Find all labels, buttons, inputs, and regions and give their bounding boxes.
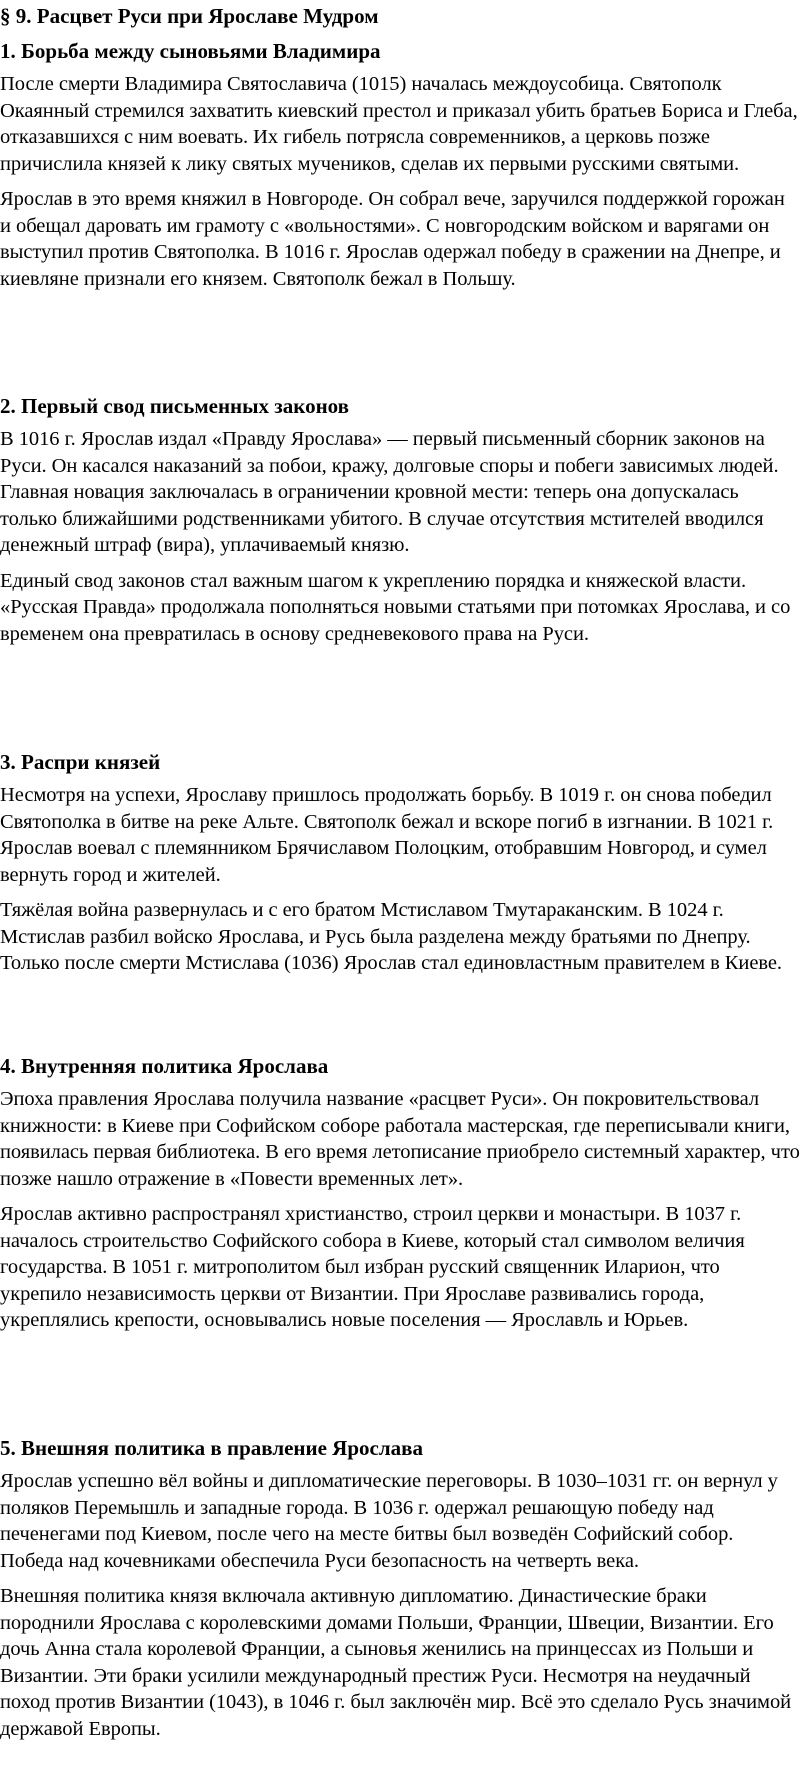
paragraph: Тяжёлая война развернулась и с его братом Мстиславом Тмутараканским. В 1024 г. Мстислав разбил войско Ярослава, и Русь была разделена между братьями по Днепру. Только после смерти Мстислава (1036) Ярослав стал единовластным правителем в Киеве. (0, 899, 782, 974)
paragraph: Внешняя политика князя включала активную дипломатию. Династические браки породнили Ярослава с королевскими домами Польши, Франции, Швеции, Византии. Его дочь Анна стала королевой Франции, а сыновья женились на принцессах из Польши и Византии. Эти браки усилили международный престиж Руси. Несмотря на неудачный поход против Византии (1043), в 1046 г. был заключён мир. Всё это сделало Русь значимой державой Европы. (0, 1585, 792, 1740)
paragraph: Ярослав в это время княжил в Новгороде. Он собрал вече, заручился поддержкой горожан и обещал даровать им грамоту с «вольностями». С новгородским войском и варягами он выступил против Святополка. В 1016 г. Ярослав одержал победу в сражении на Днепре, и киевляне признали его князем. Святополк бежал в Польшу. (0, 188, 785, 290)
section-5 (0, 1434, 800, 1742)
section-heading: 2. Первый свод письменных законов (0, 394, 349, 418)
paragraph: Ярослав успешно вёл войны и дипломатические переговоры. В 1030–1031 гг. он вернул у поляков Перемышль и западные города. В 1036 г. одержал решающую победу над печенегами под Киевом, после чего на месте битвы был возведён Софийский собор. Победа над кочевниками обеспечила Руси безопасность на четверть века. (0, 1470, 778, 1572)
section-2 (0, 392, 800, 647)
paragraph: Ярослав активно распространял христианство, строил церкви и монастыри. В 1037 г. началось строительство Софийского собора в Киеве, который стал символом величия государства. В 1051 г. митрополитом был избран русский священник Иларион, что укрепило независимость церкви от Византии. При Ярославе развивались города, укреплялись крепости, основывались новые поселения — Ярославль и Юрьев. (0, 1203, 745, 1331)
paragraph: После смерти Владимира Святославича (1015) началась междоусобица. Святополк Окаянный стремился захватить киевский престол и приказал убить братьев Бориса и Глеба, отказавшихся с ним воевать. Их гибель потрясла современников, а церковь позже причислила князей к лику святых мучеников, сделав их первыми русскими святыми. (0, 73, 798, 175)
paragraph: Эпоха правления Ярослава получила название «расцвет Руси». Он покровительствовал книжности: в Киеве при Софийском соборе работала мастерская, где переписывали книги, появилась первая библиотека. В его время летописание приобрело системный характер, что позже нашло отражение в «Повести временных лет». (0, 1088, 800, 1190)
section-heading: 5. Внешняя политика в правление Ярослава (0, 1436, 423, 1460)
paragraph: Единый свод законов стал важным шагом к укреплению порядка и княжеской власти. «Русская Правда» продолжала пополняться новыми статьями при потомках Ярослава, и со временем она превратилась в основу средневекового права на Руси. (0, 569, 791, 645)
section-1 (0, 37, 800, 292)
section-3 (0, 748, 800, 977)
section-4 (0, 1052, 800, 1334)
section-heading: 4. Внутренняя политика Ярослава (0, 1054, 329, 1078)
page-title: § 9. Расцвет Руси при Ярославе Мудром (0, 4, 379, 28)
paragraph: Несмотря на успехи, Ярославу пришлось продолжать борьбу. В 1019 г. он снова победил Святополка в битве на реке Альте. Святополк бежал и вскоре погиб в изгнании. В 1021 г. Ярослав воевал с племянником Брячиславом Полоцким, отобравшим Новгород, и сумел вернуть город и жителей. (0, 784, 774, 886)
paragraph: В 1016 г. Ярослав издал «Правду Ярослава» — первый письменный сборник законов на Руси. Он касался наказаний за побои, кражу, долговые споры и побеги зависимых людей. Главная новация заключалась в ограничении кровной мести: теперь она допускалась только ближайшими родственниками убитого. В случае отсутствия мстителей вводился денежный штраф (вира), уплачиваемый князю. (0, 428, 779, 556)
section-heading: 1. Борьба между сыновьями Владимира (0, 39, 381, 63)
section-heading: 3. Распри князей (0, 750, 161, 774)
